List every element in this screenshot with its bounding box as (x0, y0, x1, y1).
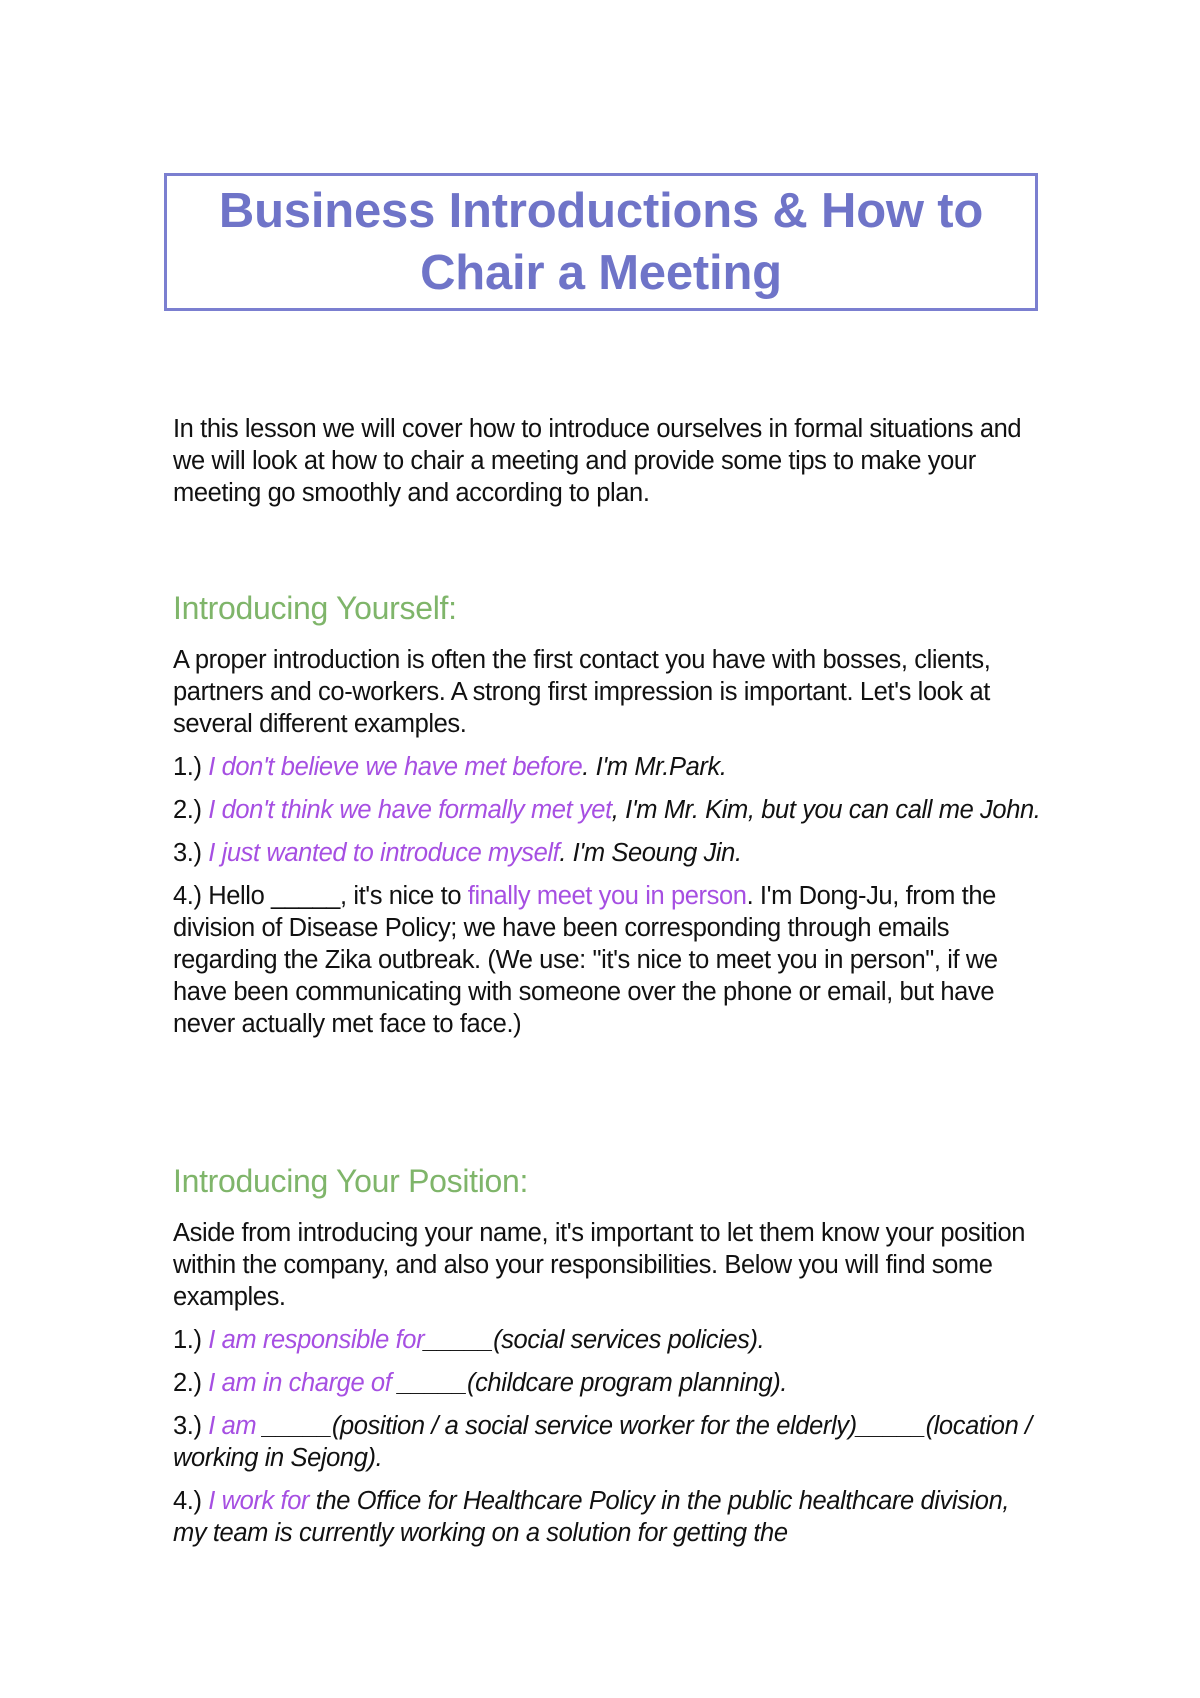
example-item (173, 837, 1043, 869)
document-title (164, 173, 1038, 311)
section-heading: Introducing Yourself: (173, 590, 457, 626)
example-item (173, 1410, 1043, 1474)
example-rest: , I'm Mr. Kim, but you can call me John. (611, 796, 1041, 824)
example-phrase: finally meet you in person (467, 882, 747, 910)
section-paragraph: A proper introduction is often the first contact you have with bosses, clients, partners and co-workers. A strong first impression is important. Let's look at several different examples. (173, 646, 991, 738)
example-item (173, 880, 1043, 1040)
intro-paragraph: In this lesson we will cover how to introduce ourselves in formal situations and we will look at how to chair a meeting and provide some tips to make your meeting go smoothly and according to plan. (173, 415, 1022, 507)
example-item (173, 1324, 1043, 1356)
example-pre: Hello _____, it's nice to (208, 882, 462, 910)
example-rest: . I'm Seoung Jin. (559, 839, 742, 867)
example-rest: . I'm Mr.Park. (582, 753, 727, 781)
intro-section (173, 413, 1043, 509)
example-phrase: I don't think we have formally met yet (208, 796, 612, 824)
example-rest: _____(position / a social service worker for the elderly)_____(location / working in Sejong). (173, 1412, 1032, 1472)
example-item (173, 794, 1043, 826)
example-item (173, 751, 1043, 783)
example-rest: _____(childcare program planning). (398, 1369, 788, 1397)
title-line-2: Chair a Meeting (420, 246, 782, 300)
example-rest: _____(social services policies). (424, 1326, 765, 1354)
section-introducing-yourself (173, 590, 1043, 1040)
section-heading: Introducing Your Position: (173, 1163, 529, 1199)
example-rest: the Office for Healthcare Policy in the public healthcare division, my team is currently working on a solution for getting the (173, 1487, 1010, 1547)
example-number: 2.) (173, 796, 202, 824)
example-number: 4.) (173, 882, 202, 910)
example-phrase: I don't believe we have met before (208, 753, 583, 781)
example-item (173, 1367, 1043, 1399)
example-phrase: I work for (208, 1487, 310, 1515)
example-rest: . I'm Dong-Ju, from the division of Disease Policy; we have been corresponding through emails regarding the Zika outbreak. (We use: "it's nice to meet you in person", if we have been communicating with someone over the phone or email, but have never actually met face to face.) (173, 882, 998, 1038)
example-phrase: I am (208, 1412, 257, 1440)
example-number: 4.) (173, 1487, 202, 1515)
example-number: 3.) (173, 1412, 202, 1440)
example-item (173, 1485, 1043, 1549)
example-number: 2.) (173, 1369, 202, 1397)
example-phrase: I am in charge of (208, 1369, 392, 1397)
example-phrase: I just wanted to introduce myself (208, 839, 560, 867)
example-phrase: I am responsible for (208, 1326, 425, 1354)
section-paragraph: Aside from introducing your name, it's important to let them know your position within the company, and also your responsibilities. Below you will find some examples. (173, 1219, 1026, 1311)
example-number: 1.) (173, 1326, 202, 1354)
title-line-1: Business Introductions & How to (218, 184, 984, 238)
example-number: 3.) (173, 839, 202, 867)
example-number: 1.) (173, 753, 202, 781)
section-introducing-position (173, 1163, 1043, 1549)
